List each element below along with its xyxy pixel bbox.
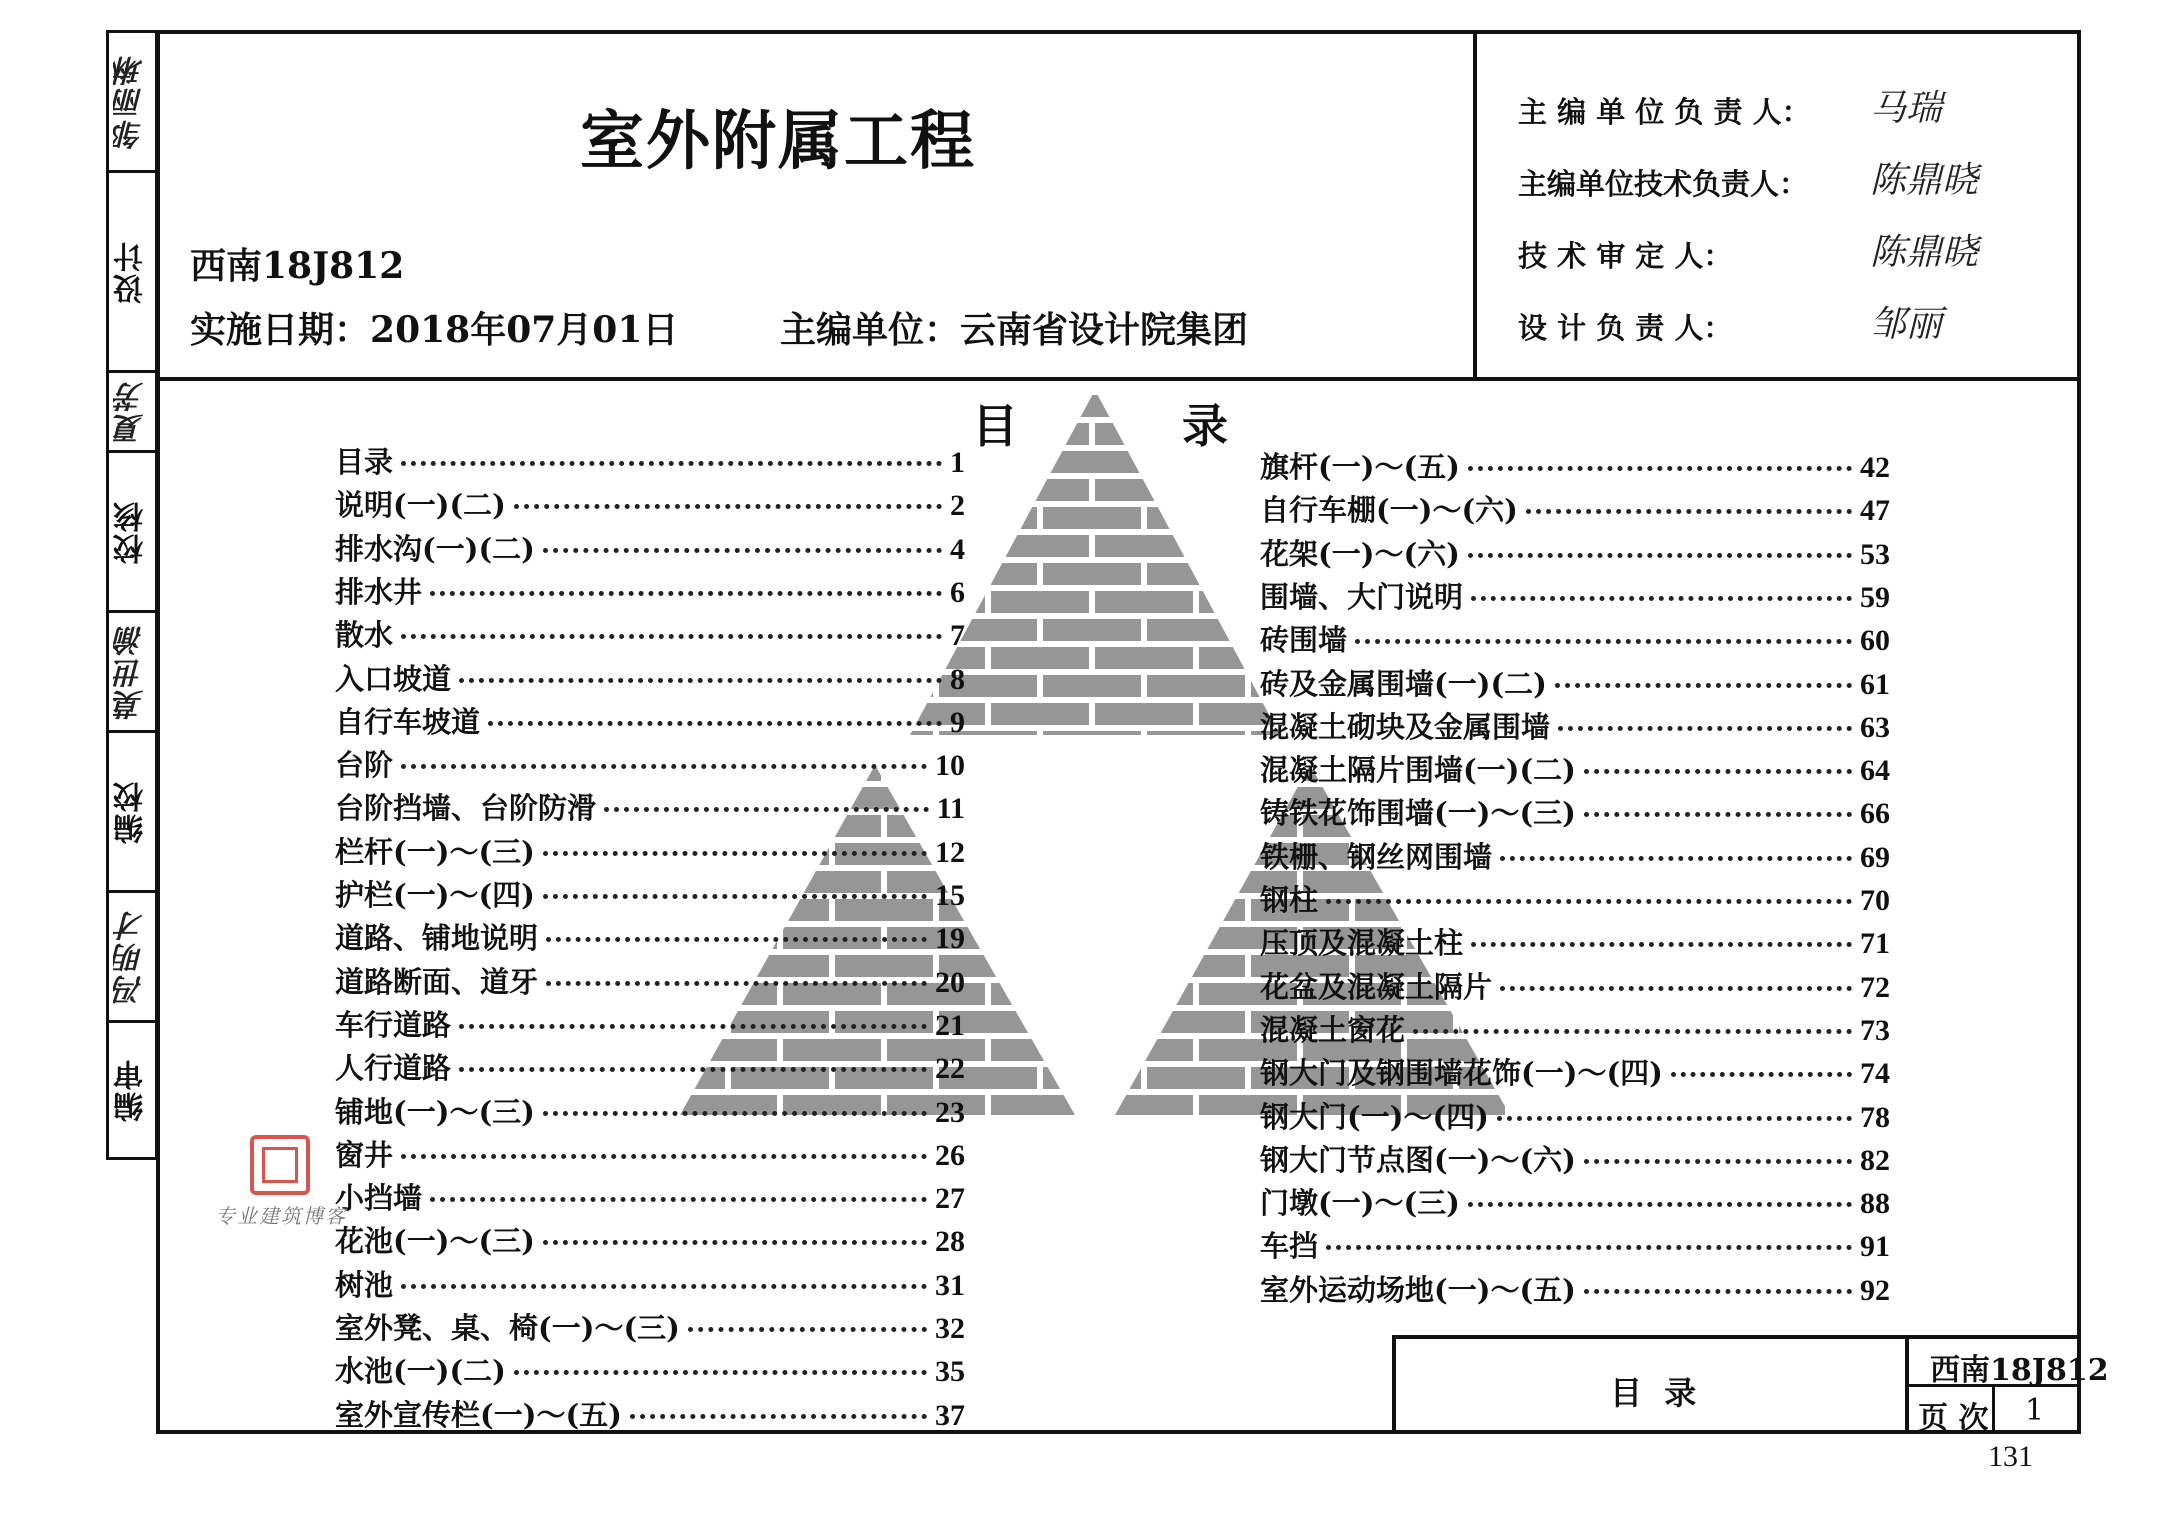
toc-entry-page: 37 bbox=[935, 1398, 965, 1432]
responsible-signature: 邹丽 bbox=[1870, 304, 1943, 345]
toc-entry-title: 围墙、大门说明 bbox=[1260, 579, 1464, 614]
toc-entry-title: 窗井 bbox=[335, 1137, 394, 1172]
toc-leader-dots bbox=[543, 894, 927, 899]
toc-entry-title: 花盆及混凝土隔片 bbox=[1260, 969, 1493, 1004]
toc-entry-title: 护栏(一)～(四) bbox=[335, 878, 535, 912]
sheet-number: 131 bbox=[1988, 1440, 2033, 1473]
toc-entry-page: 2 bbox=[950, 489, 965, 523]
toc-entry-page: 7 bbox=[950, 619, 965, 653]
toc-leader-dots bbox=[401, 461, 942, 466]
toc-entry bbox=[1260, 532, 1890, 573]
toc-entry-title: 人行道路 bbox=[335, 1051, 452, 1086]
toc-entry bbox=[335, 527, 965, 568]
toc-entry-page: 35 bbox=[935, 1355, 965, 1389]
toc-entry bbox=[1260, 705, 1890, 746]
toc-entry-page: 61 bbox=[1860, 667, 1890, 701]
toc-entry bbox=[335, 1306, 965, 1347]
toc-entry bbox=[1260, 791, 1890, 832]
toc-entry bbox=[335, 743, 965, 784]
toc-entry bbox=[1260, 748, 1890, 789]
toc-entry-page: 70 bbox=[1860, 884, 1890, 917]
toc-entry bbox=[1260, 1138, 1890, 1179]
toc-entry bbox=[1260, 1008, 1890, 1049]
toc-entry bbox=[1260, 488, 1890, 529]
toc-entry-title: 铺地(一)～(三) bbox=[335, 1094, 535, 1129]
toc-entry-page: 69 bbox=[1860, 840, 1890, 874]
toc-entry-page: 22 bbox=[935, 1052, 965, 1086]
toc-entry-page: 47 bbox=[1860, 494, 1890, 528]
responsible-signature: 陈鼎晓 bbox=[1870, 232, 1979, 273]
editor-value: 云南省设计院集团 bbox=[960, 309, 1249, 351]
toc-entry bbox=[335, 1176, 965, 1217]
toc-leader-dots bbox=[543, 1240, 927, 1245]
toc-entry bbox=[335, 1003, 965, 1044]
date-value: 2018年07月01日 bbox=[370, 309, 679, 351]
toc-entry-title: 排水沟(一)(二) bbox=[335, 531, 535, 566]
responsible-signature: 马瑞 bbox=[1870, 88, 1943, 129]
toc-entry bbox=[1260, 618, 1890, 659]
editor-label: 主编单位： bbox=[780, 309, 961, 351]
toc-entry-page: 88 bbox=[1860, 1187, 1890, 1221]
toc-entry-page: 21 bbox=[935, 1008, 965, 1042]
toc-entry-page: 15 bbox=[935, 879, 965, 912]
toc-entry-title: 台阶挡墙、台阶防滑 bbox=[335, 791, 597, 826]
stamp-logo bbox=[250, 1135, 310, 1195]
toc-entry bbox=[1260, 921, 1890, 962]
toc-entry-page: 63 bbox=[1860, 710, 1890, 744]
toc-entry-page: 74 bbox=[1860, 1057, 1890, 1091]
toc-leader-dots bbox=[514, 504, 942, 509]
toc-leader-dots bbox=[1471, 942, 1852, 947]
toc-entry-title: 自行车棚(一)～(六) bbox=[1260, 493, 1518, 528]
toc-entry-title: 室外运动场地(一)～(五) bbox=[1260, 1272, 1576, 1307]
toc-entry-title: 道路断面、道牙 bbox=[335, 964, 539, 999]
toc-leader-dots bbox=[1497, 1116, 1852, 1121]
toc-leader-dots bbox=[1558, 726, 1852, 731]
toc-entry-page: 26 bbox=[935, 1138, 965, 1172]
toc-entry-page: 64 bbox=[1860, 754, 1890, 788]
toc-entry-page: 6 bbox=[950, 575, 965, 609]
toc-entry bbox=[335, 613, 965, 654]
toc-entry-title: 钢大门及钢围墙花饰(一)～(四) bbox=[1260, 1056, 1663, 1091]
toc-entry-page: 42 bbox=[1860, 451, 1890, 484]
title-block-name: 目 录 bbox=[1610, 1374, 1697, 1412]
toc-entry-page: 11 bbox=[936, 792, 965, 826]
toc-leader-dots bbox=[1671, 1072, 1852, 1077]
toc-entry bbox=[335, 873, 965, 914]
toc-entry bbox=[1260, 835, 1890, 876]
toc-leader-dots bbox=[1584, 1289, 1852, 1294]
toc-leader-dots bbox=[1413, 1029, 1852, 1034]
responsible-signature: 陈鼎晓 bbox=[1870, 160, 1979, 201]
responsible-label: 主编单位技术负责人： bbox=[1518, 167, 1809, 201]
toc-leader-dots bbox=[488, 721, 942, 726]
toc-entry bbox=[335, 916, 965, 957]
toc-entry-title: 钢大门节点图(一)～(六) bbox=[1260, 1142, 1576, 1177]
responsible-label: 设 计 负 责 人： bbox=[1518, 311, 1733, 345]
toc-entry bbox=[335, 440, 965, 481]
toc-entry-page: 19 bbox=[935, 922, 965, 956]
toc-entry-title: 室外宣传栏(一)～(五) bbox=[335, 1397, 622, 1432]
toc-entry-page: 66 bbox=[1860, 797, 1890, 831]
toc-entry-page: 32 bbox=[935, 1312, 965, 1345]
toc-entry-page: 53 bbox=[1860, 537, 1890, 571]
toc-entry bbox=[1260, 1224, 1890, 1265]
toc-entry bbox=[1260, 1095, 1890, 1136]
toc-entry bbox=[335, 1263, 965, 1304]
title-block-code: 西南18J812 bbox=[1930, 1353, 2109, 1388]
toc-entry-title: 散水 bbox=[335, 618, 394, 653]
toc-leader-dots bbox=[1326, 1245, 1852, 1250]
toc-entry-title: 车挡 bbox=[1260, 1229, 1319, 1264]
toc-entry-title: 门墩(一)～(三) bbox=[1260, 1186, 1460, 1221]
toc-entry-title: 排水井 bbox=[335, 574, 423, 609]
toc-leader-dots bbox=[401, 1154, 927, 1159]
toc-entry bbox=[1260, 662, 1890, 703]
toc-entry bbox=[335, 1090, 965, 1131]
toc-leader-dots bbox=[604, 807, 929, 812]
toc-entry-title: 车行道路 bbox=[335, 1007, 452, 1042]
toc-entry-page: 10 bbox=[935, 749, 965, 783]
toc-leader-dots bbox=[688, 1327, 927, 1332]
toc-leader-dots bbox=[1468, 466, 1852, 471]
signature-check: 夏芳 bbox=[114, 379, 149, 444]
toc-heading-left: 目 bbox=[972, 399, 1018, 453]
toc-leader-dots bbox=[546, 981, 927, 986]
toc-entry-title: 树池 bbox=[335, 1267, 394, 1302]
toc-leader-dots bbox=[1584, 769, 1852, 774]
toc-entry bbox=[1260, 445, 1890, 486]
signature-edit: 莫世渝 bbox=[114, 623, 149, 720]
toc-entry-page: 1 bbox=[950, 446, 965, 479]
responsible-label: 技 术 审 定 人： bbox=[1518, 239, 1733, 273]
toc-entry bbox=[335, 960, 965, 1001]
toc-entry bbox=[335, 570, 965, 611]
toc-entry-title: 铸铁花饰围墙(一)～(三) bbox=[1260, 796, 1576, 831]
signature-design: 邹丽琳 bbox=[114, 53, 149, 150]
toc-entry-title: 目录 bbox=[335, 445, 394, 479]
title-block-page-value: 1 bbox=[2025, 1393, 2045, 1428]
toc-entry bbox=[335, 1046, 965, 1087]
toc-entry-page: 4 bbox=[950, 532, 965, 566]
toc-leader-dots bbox=[459, 1024, 927, 1029]
toc-leader-dots bbox=[1355, 639, 1852, 644]
toc-entry-title: 自行车坡道 bbox=[335, 704, 481, 739]
toc-entry-title: 道路、铺地说明 bbox=[335, 921, 539, 956]
responsible-label: 主 编 单 位 负 责 人： bbox=[1518, 95, 1811, 129]
toc-entry-title: 入口坡道 bbox=[335, 661, 452, 696]
toc-leader-dots bbox=[1500, 986, 1852, 991]
toc-entry-page: 91 bbox=[1860, 1230, 1890, 1264]
toc-entry-title: 混凝土砌块及金属围墙 bbox=[1260, 709, 1551, 744]
toc-leader-dots bbox=[401, 764, 927, 769]
toc-entry-title: 铁栅、钢丝网围墙 bbox=[1260, 839, 1493, 874]
toc-heading-right: 录 bbox=[1182, 399, 1228, 453]
toc-entry bbox=[335, 830, 965, 871]
toc-leader-dots bbox=[546, 937, 927, 942]
toc-leader-dots bbox=[1326, 899, 1852, 904]
side-strip-label-check: 校核 bbox=[114, 499, 149, 564]
toc-entry bbox=[1260, 575, 1890, 616]
watermark-text: 专业建筑博客 bbox=[215, 1204, 347, 1228]
toc-entry-page: 78 bbox=[1860, 1100, 1890, 1134]
title-block-top-line bbox=[1392, 1335, 2081, 1339]
toc-entry bbox=[335, 786, 965, 827]
toc-entry-page: 82 bbox=[1860, 1143, 1890, 1177]
toc-entry bbox=[335, 700, 965, 741]
toc-entry-page: 59 bbox=[1860, 580, 1890, 614]
toc-leader-dots bbox=[1555, 683, 1852, 688]
toc-entry-page: 31 bbox=[935, 1268, 965, 1302]
toc-entry bbox=[1260, 965, 1890, 1006]
toc-leader-dots bbox=[401, 634, 942, 639]
toc-entry-page: 72 bbox=[1860, 970, 1890, 1004]
toc-entry bbox=[335, 1393, 965, 1434]
toc-entry-page: 92 bbox=[1860, 1273, 1890, 1307]
toc-entry-title: 旗杆(一)～(五) bbox=[1260, 450, 1460, 484]
toc-leader-dots bbox=[459, 1067, 927, 1072]
toc-entry-page: 60 bbox=[1860, 624, 1890, 658]
toc-entry-title: 水池(一)(二) bbox=[335, 1354, 506, 1389]
date-label: 实施日期： bbox=[190, 309, 371, 351]
toc-entry-title: 钢柱 bbox=[1260, 883, 1319, 917]
toc-entry bbox=[1260, 1051, 1890, 1092]
toc-entry-page: 8 bbox=[950, 662, 965, 696]
toc-leader-dots bbox=[401, 1284, 927, 1289]
toc-entry-title: 说明(一)(二) bbox=[335, 488, 506, 523]
toc-leader-dots bbox=[1471, 596, 1852, 601]
toc-entry-title: 栏杆(一)～(三) bbox=[335, 834, 535, 869]
toc-entry-title: 混凝土窗花 bbox=[1260, 1012, 1406, 1047]
toc-leader-dots bbox=[543, 548, 942, 553]
toc-leader-dots bbox=[543, 851, 927, 856]
toc-entry-page: 27 bbox=[935, 1182, 965, 1216]
toc-entry-title: 室外凳、桌、椅(一)～(三) bbox=[335, 1311, 680, 1345]
toc-entry bbox=[335, 1219, 965, 1260]
toc-entry-title: 花架(一)～(六) bbox=[1260, 536, 1460, 571]
title-block-page-line bbox=[1992, 1384, 1995, 1434]
toc-entry-title: 压顶及混凝土柱 bbox=[1260, 926, 1464, 961]
standard-code: 西南18J812 bbox=[190, 245, 405, 287]
toc-leader-dots bbox=[514, 1370, 927, 1375]
side-strip-label-design: 设计 bbox=[114, 239, 149, 304]
toc-leader-dots bbox=[459, 678, 942, 683]
toc-entry bbox=[1260, 1181, 1890, 1222]
toc-entry-title: 砖围墙 bbox=[1260, 623, 1348, 658]
toc-entry-title: 砖及金属围墙(一)(二) bbox=[1260, 666, 1547, 701]
toc-leader-dots bbox=[1468, 1202, 1852, 1207]
toc-entry bbox=[335, 1133, 965, 1174]
toc-leader-dots bbox=[543, 1111, 927, 1116]
toc-entry bbox=[1260, 1268, 1890, 1309]
toc-entry-page: 12 bbox=[935, 835, 965, 869]
toc-entry-title: 混凝土隔片围墙(一)(二) bbox=[1260, 753, 1576, 788]
title-block-left-line bbox=[1392, 1335, 1396, 1434]
side-strip-label-review: 编审 bbox=[114, 1058, 149, 1122]
toc-entry bbox=[335, 657, 965, 698]
toc-entry-title: 台阶 bbox=[335, 748, 394, 783]
toc-leader-dots bbox=[1500, 856, 1852, 861]
toc-leader-dots bbox=[1468, 553, 1852, 558]
side-strip-label-edit: 编校 bbox=[114, 779, 149, 844]
toc-leader-dots bbox=[630, 1414, 927, 1419]
toc-leader-dots bbox=[1526, 509, 1852, 514]
toc-entry-page: 73 bbox=[1860, 1013, 1890, 1047]
toc-entry bbox=[335, 1349, 965, 1390]
toc-entry-page: 28 bbox=[935, 1225, 965, 1259]
page-title: 室外附属工程 bbox=[580, 104, 976, 179]
toc-entry-title: 花池(一)～(三) bbox=[335, 1224, 535, 1259]
toc-entry-title: 小挡墙 bbox=[335, 1181, 423, 1216]
toc-entry-page: 20 bbox=[935, 965, 965, 999]
toc-entry-page: 9 bbox=[950, 705, 965, 739]
toc-leader-dots bbox=[1584, 1159, 1852, 1164]
toc-leader-dots bbox=[430, 1197, 927, 1202]
title-block-page-label: 页 次 bbox=[1918, 1401, 1989, 1436]
toc-entry bbox=[335, 483, 965, 524]
toc-leader-dots bbox=[1584, 812, 1852, 817]
toc-entry bbox=[1260, 878, 1890, 919]
toc-leader-dots bbox=[430, 591, 942, 596]
toc-entry-title: 钢大门(一)～(四) bbox=[1260, 1099, 1489, 1134]
signature-review: 冯明才 bbox=[114, 908, 149, 1005]
toc-entry-page: 71 bbox=[1860, 927, 1890, 961]
toc-entry-page: 23 bbox=[935, 1095, 965, 1129]
